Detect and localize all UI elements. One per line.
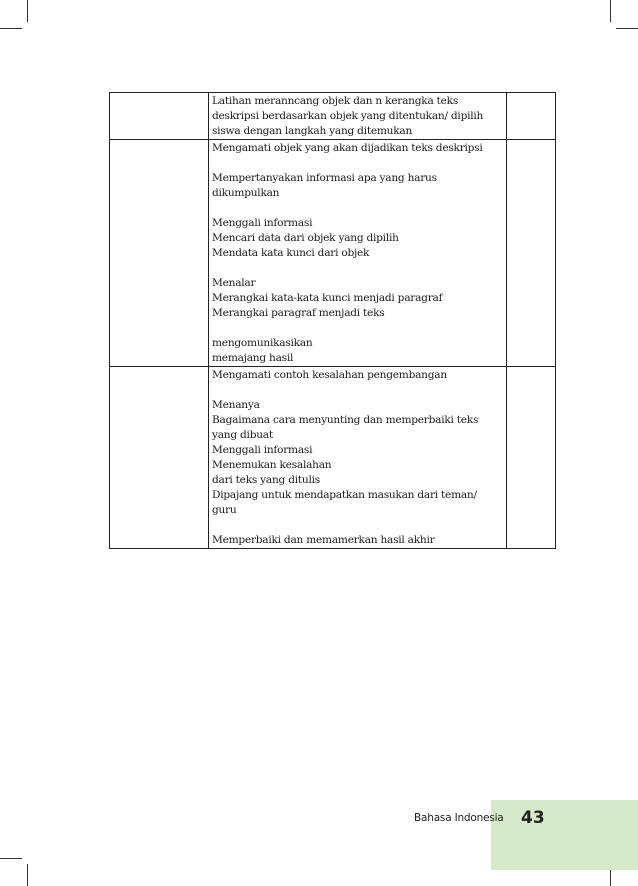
meeting-cell <box>110 140 209 367</box>
footer-book-title: Bahasa Indonesia <box>414 812 504 824</box>
activity-line <box>212 261 503 276</box>
activity-table-body <box>110 93 556 549</box>
activity-line <box>212 518 503 533</box>
activity-line <box>212 383 503 398</box>
table-row <box>110 140 556 367</box>
activity-line: dikumpulkan <box>212 187 280 199</box>
activity-cell <box>209 367 507 549</box>
activity-cell <box>209 93 507 140</box>
activity-line: Mengamati contoh kesalahan pengembangan <box>212 369 447 381</box>
activity-line: Memperbaiki dan memamerkan hasil akhir <box>212 534 435 546</box>
activity-line: Menggali informasi <box>212 217 313 229</box>
activity-line: Menanya <box>212 399 260 411</box>
activity-line: Mengamati objek yang akan dijadikan teks deskripsi <box>212 142 483 154</box>
activity-line: yang dibuat <box>212 429 273 441</box>
crop-mark-top-left-h <box>0 28 22 29</box>
activity-table <box>109 92 556 549</box>
crop-mark-bottom-left-h <box>0 858 22 859</box>
activity-line: Menggali informasi <box>212 444 313 456</box>
notes-cell <box>507 367 556 549</box>
activity-line: dari teks yang ditulis <box>212 474 320 486</box>
activity-line: Menemukan kesalahan <box>212 459 332 471</box>
activity-line <box>212 321 503 336</box>
activity-line <box>212 201 503 216</box>
meeting-cell <box>110 93 209 140</box>
activity-line: memajang hasil <box>212 352 294 364</box>
activity-line: Bagaimana cara menyunting dan memperbaiki teks <box>212 414 479 426</box>
notes-cell <box>507 140 556 367</box>
activity-line <box>212 156 503 171</box>
meeting-cell <box>110 367 209 549</box>
activity-cell <box>209 140 507 367</box>
crop-mark-top-left-v <box>27 0 28 22</box>
notes-cell <box>507 93 556 140</box>
activity-line: guru <box>212 504 237 516</box>
activity-line: Merangkai paragraf menjadi teks <box>212 307 385 319</box>
activity-line: deskripsi berdasarkan objek yang ditentukan/ dipilih <box>212 110 484 122</box>
crop-mark-bottom-left-v <box>27 864 28 886</box>
activity-line: mengomunikasikan <box>212 337 313 349</box>
activity-line: Latihan meranncang objek dan n kerangka teks <box>212 95 459 107</box>
page-number: 43 <box>521 808 545 828</box>
crop-mark-top-right-v <box>610 0 611 22</box>
table-row <box>110 367 556 549</box>
activity-line: Dipajang untuk mendapatkan masukan dari teman/ <box>212 489 477 501</box>
activity-line: Mendata kata kunci dari objek <box>212 247 370 259</box>
activity-line: Merangkai kata-kata kunci menjadi paragraf <box>212 292 443 304</box>
activity-line: Mencari data dari objek yang dipilih <box>212 232 399 244</box>
footer-band <box>491 800 638 870</box>
crop-mark-top-right-h <box>616 28 638 29</box>
activity-line: siswa dengan langkah yang ditemukan <box>212 125 413 137</box>
table-row <box>110 93 556 140</box>
activity-line: Menalar <box>212 277 256 289</box>
activity-line: Mempertanyakan informasi apa yang harus <box>212 172 437 184</box>
